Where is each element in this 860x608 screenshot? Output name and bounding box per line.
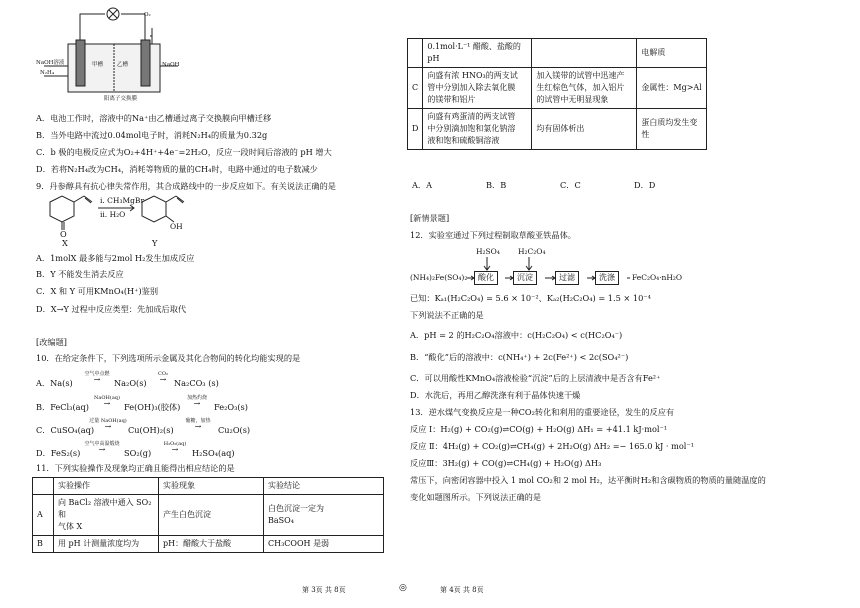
- flow-input-h2so4: H₂SO₄: [476, 247, 500, 256]
- q10-b-start: B．FeCl₃(aq): [36, 402, 89, 412]
- row-b-operation-cont: 0.1mol·L⁻¹ 醋酸、盐酸的 pH: [423, 39, 532, 68]
- q9-reagent-2: ii. H₂O: [100, 210, 126, 219]
- flow-input-h2c2o4: H₂C₂O₄: [518, 247, 546, 256]
- row-d-phenomenon: 均有固体析出: [532, 109, 637, 150]
- q12-option-a: A．pH = 2 的H₂C₂O₄溶液中：c(H₂C₂O₄) < c(HC₂O₄⁻): [410, 330, 623, 340]
- adapted-tag: [改编题]: [36, 337, 67, 347]
- row-d-operation: 向盛有鸡蛋清的两支试管 中分别滴加饱和氯化钠溶 液和饱和硫酸铜溶液: [423, 109, 532, 150]
- row-b-operation: 用 pH 计测量浓度均为: [54, 536, 159, 553]
- table-row: [408, 39, 707, 68]
- q10-c-end: Cu₂O(s): [218, 425, 251, 435]
- q8-option-a: A．电池工作时，溶液中的Na⁺由乙槽通过离子交换膜向甲槽迁移: [36, 113, 272, 123]
- q11-stem: 11．下列实验操作及现象均正确且能得出相应结论的是: [36, 463, 235, 473]
- diagram-label-o2: O₂: [144, 12, 151, 18]
- row-key: B: [33, 536, 54, 553]
- q13-description-1: 常压下，向密闭容器中投入 1 mol CO₂和 2 mol H₂，达平衡时H₂和含碳物质的物质的量随温度的: [410, 475, 766, 485]
- q10-b-cond1: NaOH(aq): [94, 395, 120, 401]
- table-row: [33, 536, 384, 553]
- diagram-label-tank-b: 乙槽: [117, 62, 129, 68]
- row-a-operation: 向 BaCl₂ 溶液中通入 SO₂ 和 气体 X: [54, 495, 159, 536]
- q13-reaction-3: 反应Ⅲ：3H₂(g) + CO(g)⇌CH₄(g) + H₂O(g) ΔH₃: [410, 458, 602, 468]
- q10-d-end: H₂SO₄(aq): [192, 448, 235, 458]
- q10-c-arrow1: 过量 NaOH(aq) →: [89, 418, 127, 431]
- flow-step-wash: 洗涤: [595, 271, 619, 285]
- flow-step-precipitate: 沉淀: [513, 271, 537, 285]
- table-row: [408, 68, 707, 109]
- q10-c-cond2: 葡糖，加热: [185, 418, 211, 424]
- q13-description-2: 变化如题图所示。下列说法正确的是: [410, 492, 542, 502]
- flow-start: (NH₄)₂Fe(SO₄)₂: [410, 273, 468, 282]
- binding-mark: ◎: [399, 583, 407, 593]
- header-conclusion: 实验结论: [264, 478, 384, 495]
- q13-reaction-2: 反应 Ⅱ：4H₂(g) + CO₂(g)⇌CH₄(g) + 2H₂O(g) ΔH₂ =− 165.0 kJ · mol⁻¹: [410, 441, 695, 451]
- flow-end: FeC₂O₄·nH₂O: [632, 273, 683, 282]
- row-b-conclusion: CH₃COOH 是弱: [264, 536, 384, 553]
- row-key: C: [408, 68, 423, 109]
- diagram-label-naoh: NaOH: [162, 62, 180, 68]
- q10-a-arrow1: 空气中点燃 →: [80, 371, 114, 383]
- q10-a-end: Na₂CO₃ (s): [174, 378, 219, 388]
- q8-option-c: C．b 极的电极反应式为O₂+4H⁺+4e⁻=2H₂O，反应一段时间后溶液的 pH 增大: [36, 147, 332, 157]
- q10-d-arrow2: H₂O₂(aq) →: [158, 441, 192, 453]
- q9-label-x: X: [62, 238, 68, 248]
- q10-a-mid: Na₂O(s): [114, 378, 147, 388]
- q13-stem: 13．逆水煤气变换反应是一种CO₂转化和利用的重要途径，发生的反应有: [410, 407, 675, 417]
- row-c-conclusion: 金属性：Mg>Al: [637, 68, 707, 109]
- q9-option-a: A．1molX 最多能与2mol H₂发生加成反应: [36, 253, 195, 263]
- q9-reagent-1: i. CH₃MgBr: [100, 196, 145, 205]
- row-key: A: [33, 495, 54, 536]
- q10-a-cond2: CO₂: [158, 371, 168, 377]
- row-c-operation: 向盛有浓 HNO₃的两支试 管中分别加入除去氧化膜 的镁带和铝片: [423, 68, 532, 109]
- q10-d-start: D．FeS₂(s): [36, 448, 81, 458]
- header-phenomenon: 实验现象: [159, 478, 264, 495]
- q12-option-c: C．可以用酸性KMnO₄溶液检验“沉淀”后的上层清液中是否含有Fe²⁺: [410, 373, 661, 383]
- q8-option-d: D．若将N₂H₄改为CH₄，消耗等物质的量的CH₄时，电路中通过的电子数减少: [36, 164, 318, 174]
- diagram-label-n2h4: N₂H₄: [40, 70, 55, 76]
- diagram-label-tank-a: 甲槽: [92, 62, 104, 68]
- row-c-phenomenon: 加入镁带的试管中迅速产 生红棕色气体，加入铝片 的试管中无明显现象: [532, 68, 637, 109]
- q9-option-d: D．X→Y 过程中反应类型：先加成后取代: [36, 304, 187, 314]
- q10-c-arrow2: 葡糖，加热 →: [178, 418, 218, 430]
- q13-reaction-1: 反应 Ⅰ：H₂(g) + CO₂(g)⇌CO(g) + H₂O(g) ΔH₁ = +41.1 kJ·mol⁻¹: [410, 424, 668, 434]
- q10-c-cond1: 过量 NaOH(aq): [89, 418, 127, 424]
- q9-option-b: B．Y 不能发生消去反应: [36, 269, 124, 279]
- header-operation: 实验操作: [54, 478, 159, 495]
- flow-step-filter: 过滤: [555, 271, 579, 285]
- q10-b-arrow2: 加热灼烧 →: [180, 395, 214, 407]
- q9-label-oh: OH: [170, 222, 183, 231]
- q10-d-mid: SO₂(g): [124, 448, 152, 458]
- q10-b-cond2: 加热灼烧: [186, 395, 207, 401]
- row-b-phenomenon: pH：醋酸大于盐酸: [159, 536, 264, 553]
- q11-option-d: D．D: [634, 180, 656, 190]
- footer-left: 第 3页 共 8页: [302, 586, 346, 594]
- row-a-conclusion: 白色沉淀一定为 BaSO₄: [264, 495, 384, 536]
- footer-right: 第 4页 共 8页: [440, 586, 484, 594]
- q12-given: 已知：Kₐ₁(H₂C₂O₄) = 5.6 × 10⁻²、Kₐ₂(H₂C₂O₄) = 1.5 × 10⁻⁴: [410, 293, 651, 303]
- q11-option-b: B．B: [486, 180, 507, 190]
- table-row: [408, 109, 707, 150]
- diagram-label-naoh-solution: NaOH溶液: [36, 60, 65, 66]
- new-scenario-tag: [新情景题]: [410, 213, 450, 223]
- row-key: D: [408, 109, 423, 150]
- table-header-row: [33, 478, 384, 495]
- q9-label-y: Y: [152, 238, 158, 248]
- q10-a-cond1: 空气中点燃: [84, 371, 110, 377]
- row-a-phenomenon: 产生白色沉淀: [159, 495, 264, 536]
- q12-option-b: B．“酸化”后的溶液中：c(NH₄⁺) + 2c(Fe²⁺) < 2c(SO₄²⁻): [410, 352, 629, 362]
- q9-label-o: O: [60, 229, 67, 239]
- diagram-label-membrane: 阳离子交换膜: [104, 96, 138, 102]
- q10-d-arrow1: 空气中高温煅烧 →: [80, 441, 124, 453]
- q10-c-mid: Cu(OH)₂(s): [128, 425, 174, 435]
- q10-d-cond1: 空气中高温煅烧: [84, 441, 120, 447]
- q12-ask: 下列说法不正确的是: [410, 310, 484, 320]
- row-b-conclusion-cont: 电解质: [637, 39, 707, 68]
- q11-table-left: [32, 477, 384, 553]
- q11-option-c: C．C: [560, 180, 581, 190]
- q9-stem: 9．丹参醇具有抗心律失常作用，其合成路线中的一步反应如下。有关说法正确的是: [36, 181, 336, 191]
- flow-step-acidify: 酸化: [474, 271, 498, 285]
- q9-option-c: C．X 和 Y 可用KMnO₄(H⁺)鉴别: [36, 286, 159, 296]
- q10-d-cond2: H₂O₂(aq): [163, 441, 187, 447]
- q12-stem: 12．实验室通过下列过程制取草酸亚铁晶体。: [410, 230, 576, 240]
- q10-a-start: A．Na(s): [36, 378, 73, 388]
- q10-a-arrow2: CO₂ →: [152, 371, 174, 383]
- q10-c-start: C．CuSO₄(aq): [36, 425, 95, 435]
- q8-option-b: B．当外电路中流过0.04mol电子时，消耗N₂H₄的质量为0.32g: [36, 130, 268, 140]
- q10-b-end: Fe₂O₃(s): [214, 402, 248, 412]
- row-d-conclusion: 蛋白质均发生变 性: [637, 109, 707, 150]
- row-b-phenomenon-cont: [532, 39, 637, 68]
- table-row: [33, 495, 384, 536]
- q11-table-right: [407, 38, 707, 150]
- q12-option-d: D．水洗后，再用乙醇洗涤有利于晶体快速干燥: [410, 390, 581, 400]
- q10-b-arrow1: NaOH(aq) →: [90, 395, 124, 407]
- q11-option-a: A．A: [412, 180, 433, 190]
- q10-stem: 10．在给定条件下，下列选项所示金属及其化合物间的转化均能实现的是: [36, 353, 301, 363]
- q10-b-mid: Fe(OH)₃(胶体): [124, 402, 181, 412]
